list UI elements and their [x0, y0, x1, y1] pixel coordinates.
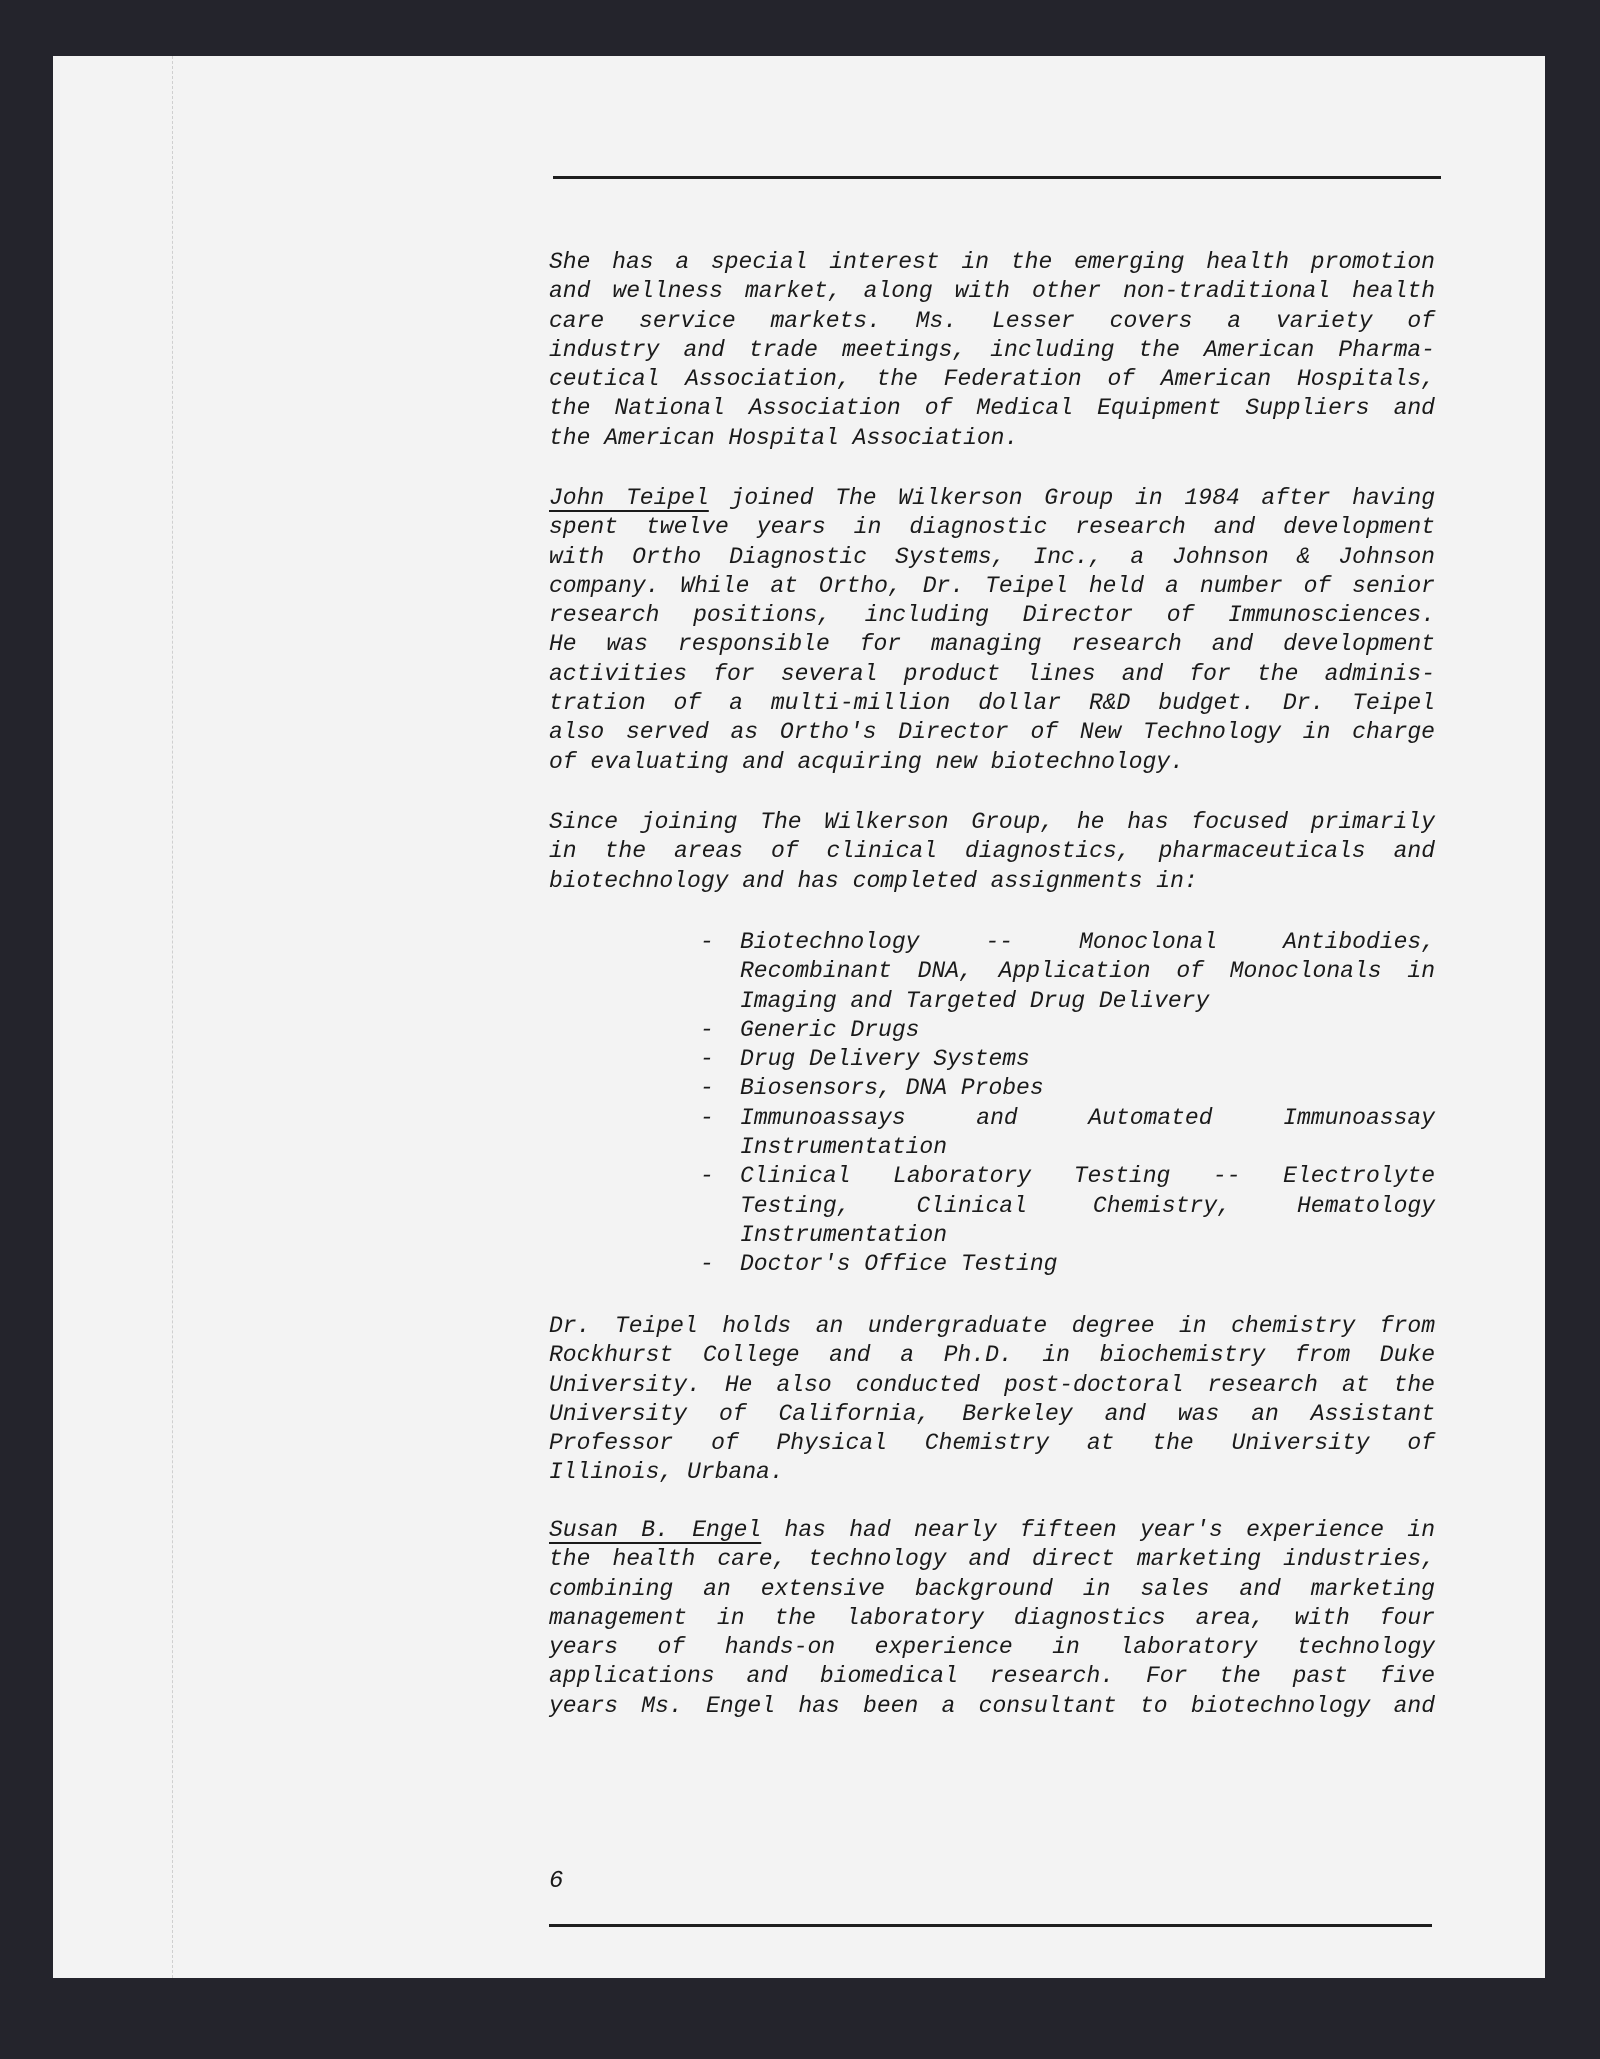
text-line: also served as Ortho's Director of New Technology in charge	[549, 719, 1435, 746]
text-line: Generic Drugs	[740, 1016, 920, 1043]
text-line: the American Hospital Association.	[549, 424, 1019, 451]
text-line: company. While at Ortho, Dr. Teipel held a number of senior	[549, 572, 1435, 599]
text-line: with Ortho Diagnostic Systems, Inc., a Johnson & Johnson	[549, 543, 1435, 570]
text-line: He was responsible for managing research and development	[549, 631, 1435, 658]
text-line: Testing, Clinical Chemistry, Hematology	[740, 1192, 1435, 1219]
text-line: Imaging and Targeted Drug Delivery	[740, 987, 1210, 1014]
text-line: Professor of Physical Chemistry at the University of	[549, 1430, 1435, 1457]
text-line: Instrumentation	[740, 1221, 948, 1248]
text-line: years Ms. Engel has been a consultant to biotechnology and	[549, 1692, 1435, 1719]
text-line: industry and trade meetings, including the American Pharma-	[549, 336, 1435, 363]
list-item	[549, 1162, 1435, 1250]
person-name: Susan B. Engel	[549, 1517, 762, 1543]
list-dash: -	[700, 1251, 714, 1278]
text-line: in the areas of clinical diagnostics, pharmaceuticals and	[549, 838, 1435, 865]
text-line: Since joining The Wilkerson Group, he has focused primarily	[549, 809, 1435, 835]
text-line: University of California, Berkeley and was an Assistant	[549, 1400, 1435, 1427]
text-line: University. He also conducted post-doctoral research at the	[549, 1371, 1435, 1398]
paragraph-lesser-interests	[549, 248, 1435, 453]
list-dash: -	[700, 1046, 714, 1073]
text-line: Biosensors, DNA Probes	[740, 1075, 1044, 1102]
text-line: Clinical Laboratory Testing -- Electrolyte	[740, 1163, 1435, 1190]
text-line: Recombinant DNA, Application of Monoclonals in	[740, 958, 1435, 985]
page-fold-line	[172, 56, 173, 1978]
text-line: research positions, including Director of Immunosciences.	[549, 602, 1435, 629]
list-dash: -	[700, 929, 714, 955]
text-line: Susan B. Engel has had nearly fifteen year's experience in	[549, 1517, 1435, 1543]
header-rule	[553, 176, 1441, 179]
text-line: the health care, technology and direct marketing industries,	[549, 1546, 1435, 1573]
assignments-list	[549, 928, 1435, 1280]
list-item	[549, 1250, 1435, 1279]
text-line: combining an extensive background in sales and marketing	[549, 1575, 1435, 1602]
list-item	[549, 928, 1435, 1016]
text-line: biotechnology and has completed assignments in:	[549, 867, 1198, 894]
text-line: years of hands-on experience in laboratory technology	[549, 1634, 1435, 1661]
paragraph-teipel-education	[549, 1312, 1435, 1488]
footer-rule	[549, 1924, 1432, 1927]
text-line: activities for several product lines and for the adminis-	[549, 660, 1435, 687]
text-line: care service markets. Ms. Lesser covers a variety of	[549, 307, 1435, 334]
list-item	[549, 1074, 1435, 1103]
page-number: 6	[549, 1868, 564, 1895]
text-line: Drug Delivery Systems	[740, 1046, 1030, 1073]
list-dash: -	[700, 1016, 714, 1043]
paragraph-teipel-focus	[549, 808, 1435, 896]
text-line: and wellness market, along with other non-traditional health	[549, 278, 1435, 305]
text-line: Immunoassays and Automated Immunoassay	[740, 1104, 1435, 1131]
list-dash: -	[700, 1104, 714, 1131]
text-line: management in the laboratory diagnostics area, with four	[549, 1604, 1435, 1631]
text-line: Rockhurst College and a Ph.D. in biochemistry from Duke	[549, 1342, 1435, 1369]
text-line: Biotechnology -- Monoclonal Antibodies,	[740, 929, 1435, 955]
list-item	[549, 1016, 1435, 1045]
text-line: tration of a multi-million dollar R&D budget. Dr. Teipel	[549, 690, 1435, 717]
list-dash: -	[700, 1163, 714, 1190]
text-line: Dr. Teipel holds an undergraduate degree in chemistry from	[549, 1313, 1435, 1339]
person-name: John Teipel	[549, 485, 709, 511]
list-item	[549, 1045, 1435, 1074]
text-line: Doctor's Office Testing	[740, 1251, 1058, 1278]
text-line: Illinois, Urbana.	[549, 1459, 784, 1486]
text-line: ceutical Association, the Federation of American Hospitals,	[549, 366, 1435, 393]
text-line: applications and biomedical research. For the past five	[549, 1663, 1435, 1690]
text-line: of evaluating and acquiring new biotechnology.	[549, 748, 1184, 775]
paragraph-engel-bio	[549, 1516, 1435, 1721]
text-line: spent twelve years in diagnostic research and development	[549, 514, 1435, 541]
list-item	[549, 1104, 1435, 1163]
text-line: Instrumentation	[740, 1134, 948, 1161]
paragraph-teipel-bio	[549, 484, 1435, 777]
text-line: the National Association of Medical Equipment Suppliers and	[549, 395, 1435, 422]
text-line: John Teipel joined The Wilkerson Group in 1984 after having	[549, 485, 1435, 511]
list-dash: -	[700, 1075, 714, 1102]
text-line: She has a special interest in the emerging health promotion	[549, 249, 1435, 275]
